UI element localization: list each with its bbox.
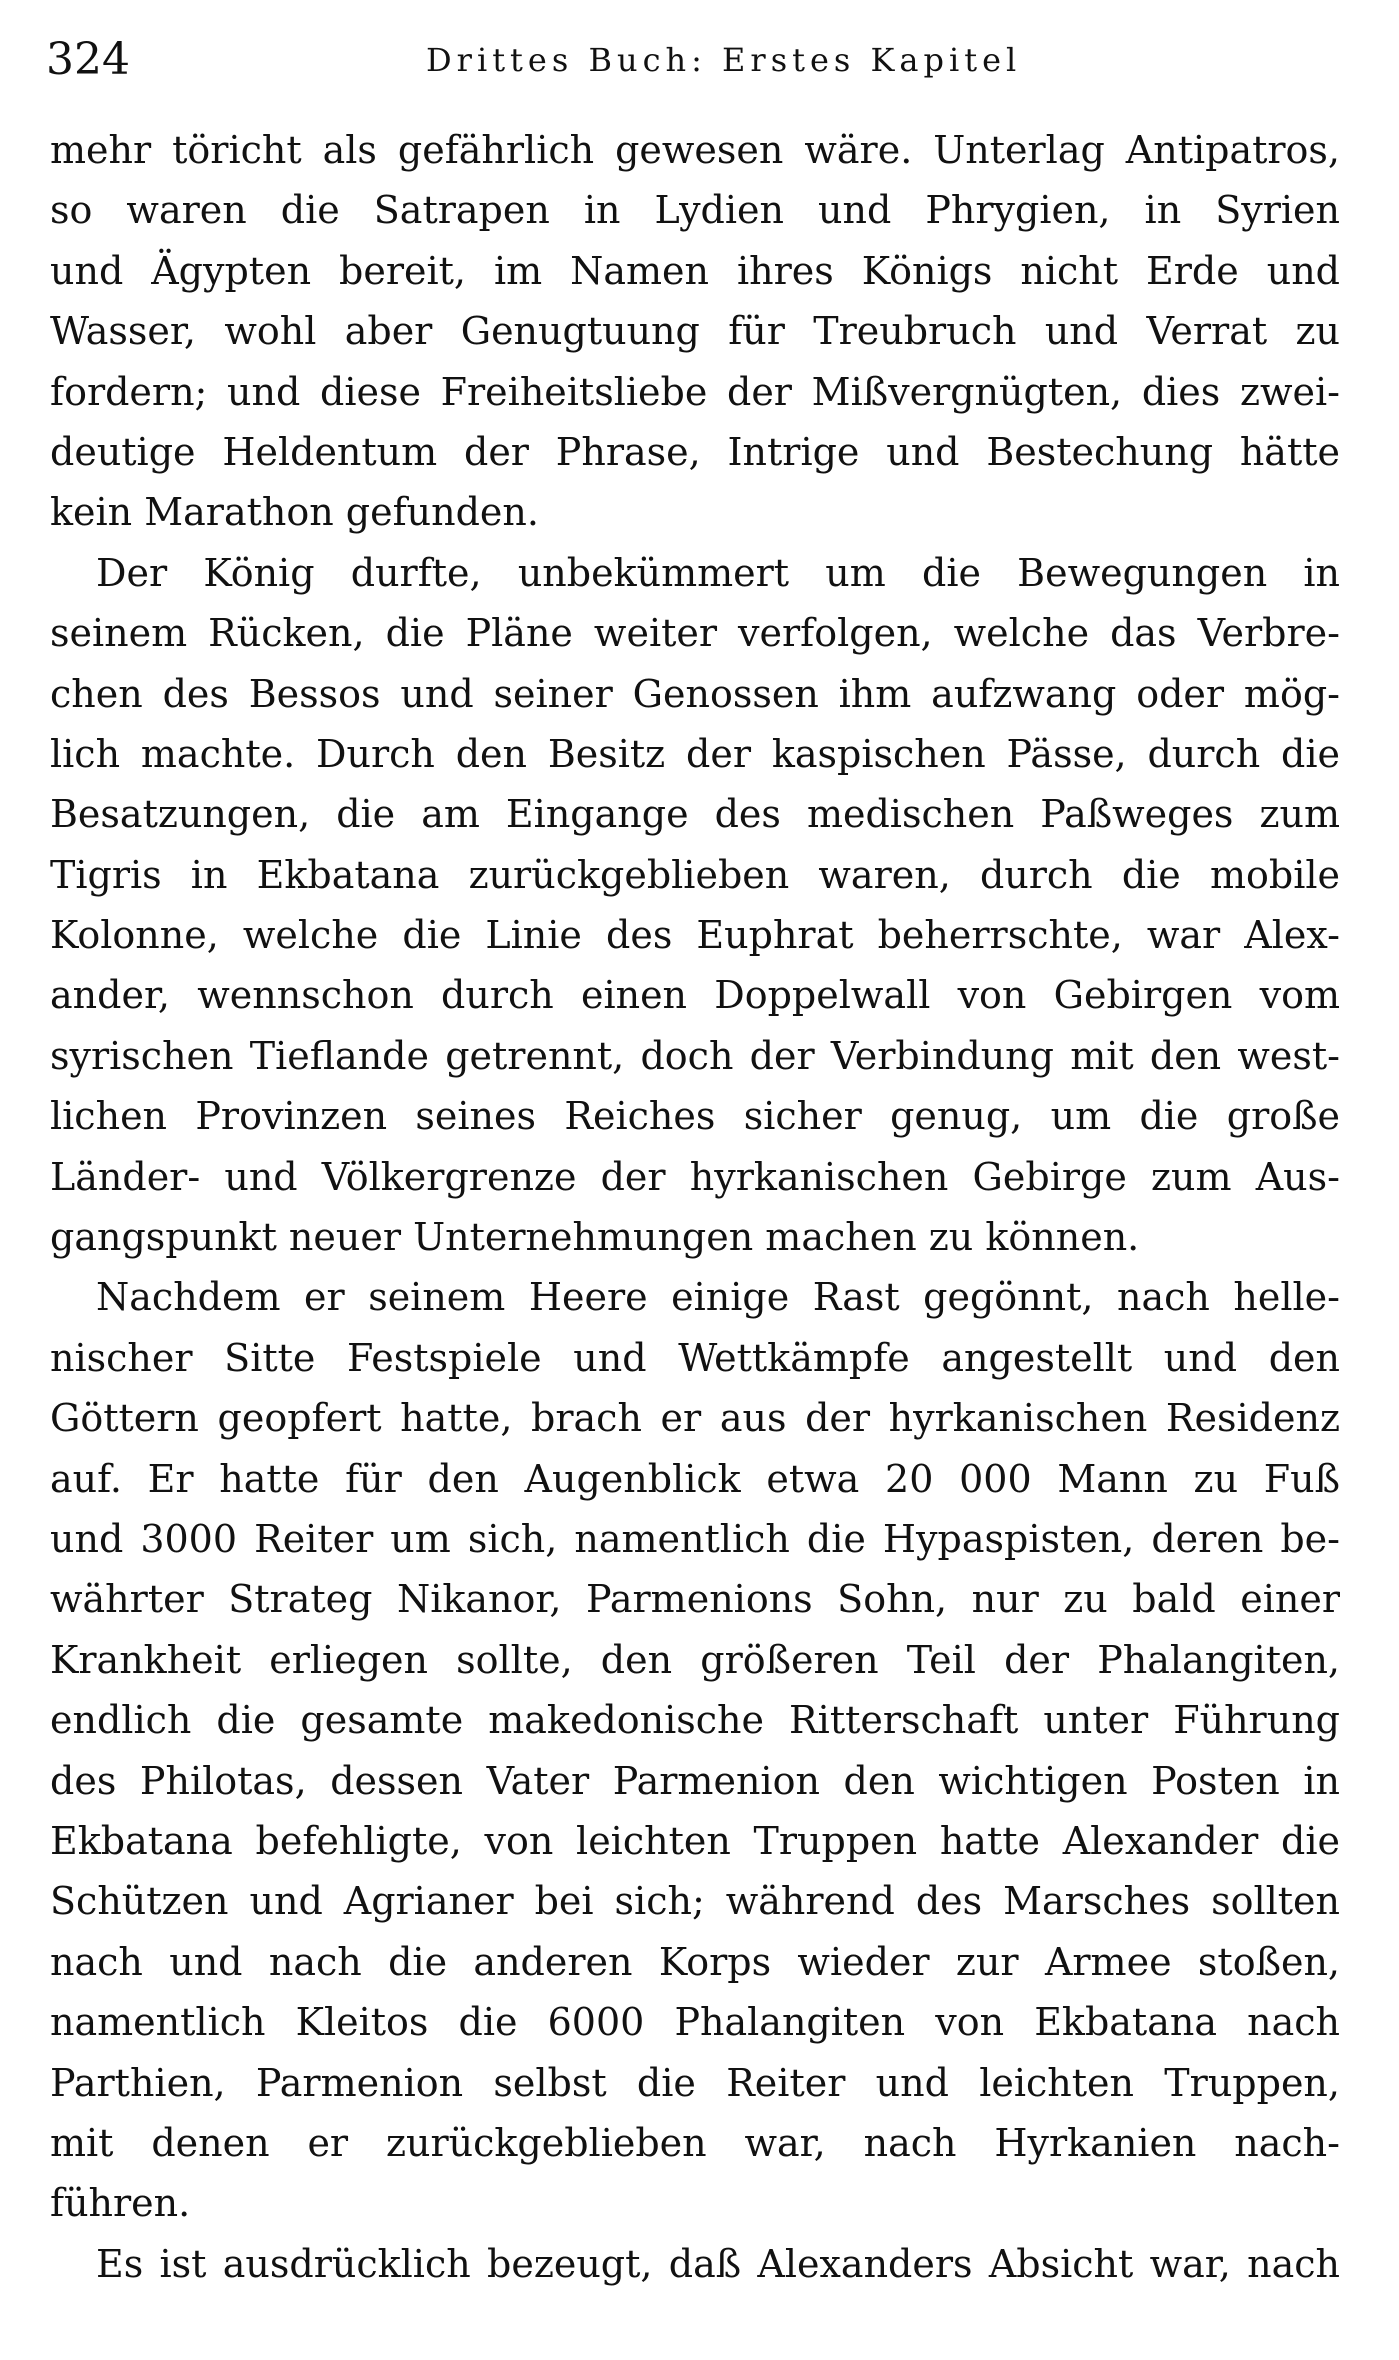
text-line: so waren die Satrapen in Lydien und Phrygien, in Syrien bbox=[50, 188, 1340, 233]
text-line: Göttern geopfert hatte, brach er aus der hyrkanischen Residenz bbox=[50, 1396, 1340, 1441]
text-line: nach und nach die anderen Korps wieder zur Armee stoßen, bbox=[50, 1939, 1340, 1984]
text-line: Nachdem er seinem Heere einige Rast gegönnt, nach helle- bbox=[96, 1275, 1340, 1320]
text-line: Ekbatana befehligte, von leichten Truppen hatte Alexander die bbox=[50, 1818, 1340, 1863]
text-line: nischer Sitte Festspiele und Wettkämpfe angestellt und den bbox=[50, 1335, 1340, 1380]
text-line: gangspunkt neuer Unternehmungen machen zu können. bbox=[50, 1215, 1140, 1260]
running-title: Drittes Buch: Erstes Kapitel bbox=[426, 41, 1022, 79]
text-line: Parthien, Parmenion selbst die Reiter und leichten Truppen, bbox=[50, 2060, 1340, 2105]
text-line: deutige Heldentum der Phrase, Intrige und Bestechung hätte bbox=[50, 429, 1340, 474]
text-line: und Ägypten bereit, im Namen ihres Königs nicht Erde und bbox=[50, 248, 1340, 293]
text-line: Besatzungen, die am Eingange des medischen Paßweges zum bbox=[50, 792, 1340, 837]
running-head bbox=[46, 30, 1346, 90]
text-line: währter Strateg Nikanor, Parmenions Sohn, nur zu bald einer bbox=[50, 1577, 1340, 1622]
text-line: Länder- und Völkergrenze der hyrkanischen Gebirge zum Aus- bbox=[50, 1154, 1340, 1199]
text-line: Der König durfte, unbekümmert um die Bewegungen in bbox=[96, 550, 1340, 595]
paragraph bbox=[50, 120, 1340, 543]
text-line: mehr töricht als gefährlich gewesen wäre. Unterlag Antipatros, bbox=[50, 128, 1340, 172]
page-number: 324 bbox=[46, 34, 130, 85]
paragraph bbox=[50, 2234, 1340, 2294]
text-line: seinem Rücken, die Pläne weiter verfolgen, welche das Verbre- bbox=[50, 611, 1340, 656]
text-line: endlich die gesamte makedonische Ritterschaft unter Führung bbox=[50, 1698, 1340, 1743]
text-line: führen. bbox=[50, 2181, 191, 2226]
text-line: mit denen er zurückgeblieben war, nach Hyrkanien nach- bbox=[50, 2120, 1340, 2165]
text-line: syrischen Tieflande getrennt, doch der Verbindung mit den west- bbox=[50, 1033, 1340, 1078]
text-line: lichen Provinzen seines Reiches sicher genug, um die große bbox=[50, 1094, 1340, 1139]
text-line: fordern; und diese Freiheitsliebe der Mißvergnügten, dies zwei- bbox=[50, 369, 1340, 414]
text-line: Kolonne, welche die Linie des Euphrat beherrschte, war Alex- bbox=[50, 913, 1340, 958]
text-line: lich machte. Durch den Besitz der kaspischen Pässe, durch die bbox=[50, 731, 1340, 776]
body-text bbox=[50, 120, 1340, 2294]
text-line: namentlich Kleitos die 6000 Phalangiten von Ekbatana nach bbox=[50, 2000, 1340, 2045]
text-line: Tigris in Ekbatana zurückgeblieben waren, durch die mobile bbox=[50, 852, 1340, 897]
text-line: ander, wennschon durch einen Doppelwall von Gebirgen vom bbox=[50, 973, 1340, 1018]
text-line: Es ist ausdrücklich bezeugt, daß Alexanders Absicht war, nach bbox=[96, 2241, 1340, 2286]
text-line: Schützen und Agrianer bei sich; während des Marsches sollten bbox=[50, 1879, 1340, 1924]
text-line: Krankheit erliegen sollte, den größeren Teil der Phalangiten, bbox=[50, 1637, 1340, 1682]
text-line: kein Marathon gefunden. bbox=[50, 490, 539, 535]
paragraph bbox=[50, 543, 1340, 1268]
text-line: des Philotas, dessen Vater Parmenion den wichtigen Posten in bbox=[50, 1758, 1340, 1803]
paragraph bbox=[50, 1267, 1340, 2233]
text-line: und 3000 Reiter um sich, namentlich die Hypaspisten, deren be- bbox=[50, 1516, 1340, 1561]
text-line: chen des Bessos und seiner Genossen ihm aufzwang oder mög- bbox=[50, 671, 1340, 716]
text-line: Wasser, wohl aber Genugtuung für Treubruch und Verrat zu bbox=[50, 309, 1340, 354]
text-line: auf. Er hatte für den Augenblick etwa 20 000 Mann zu Fuß bbox=[50, 1456, 1340, 1501]
